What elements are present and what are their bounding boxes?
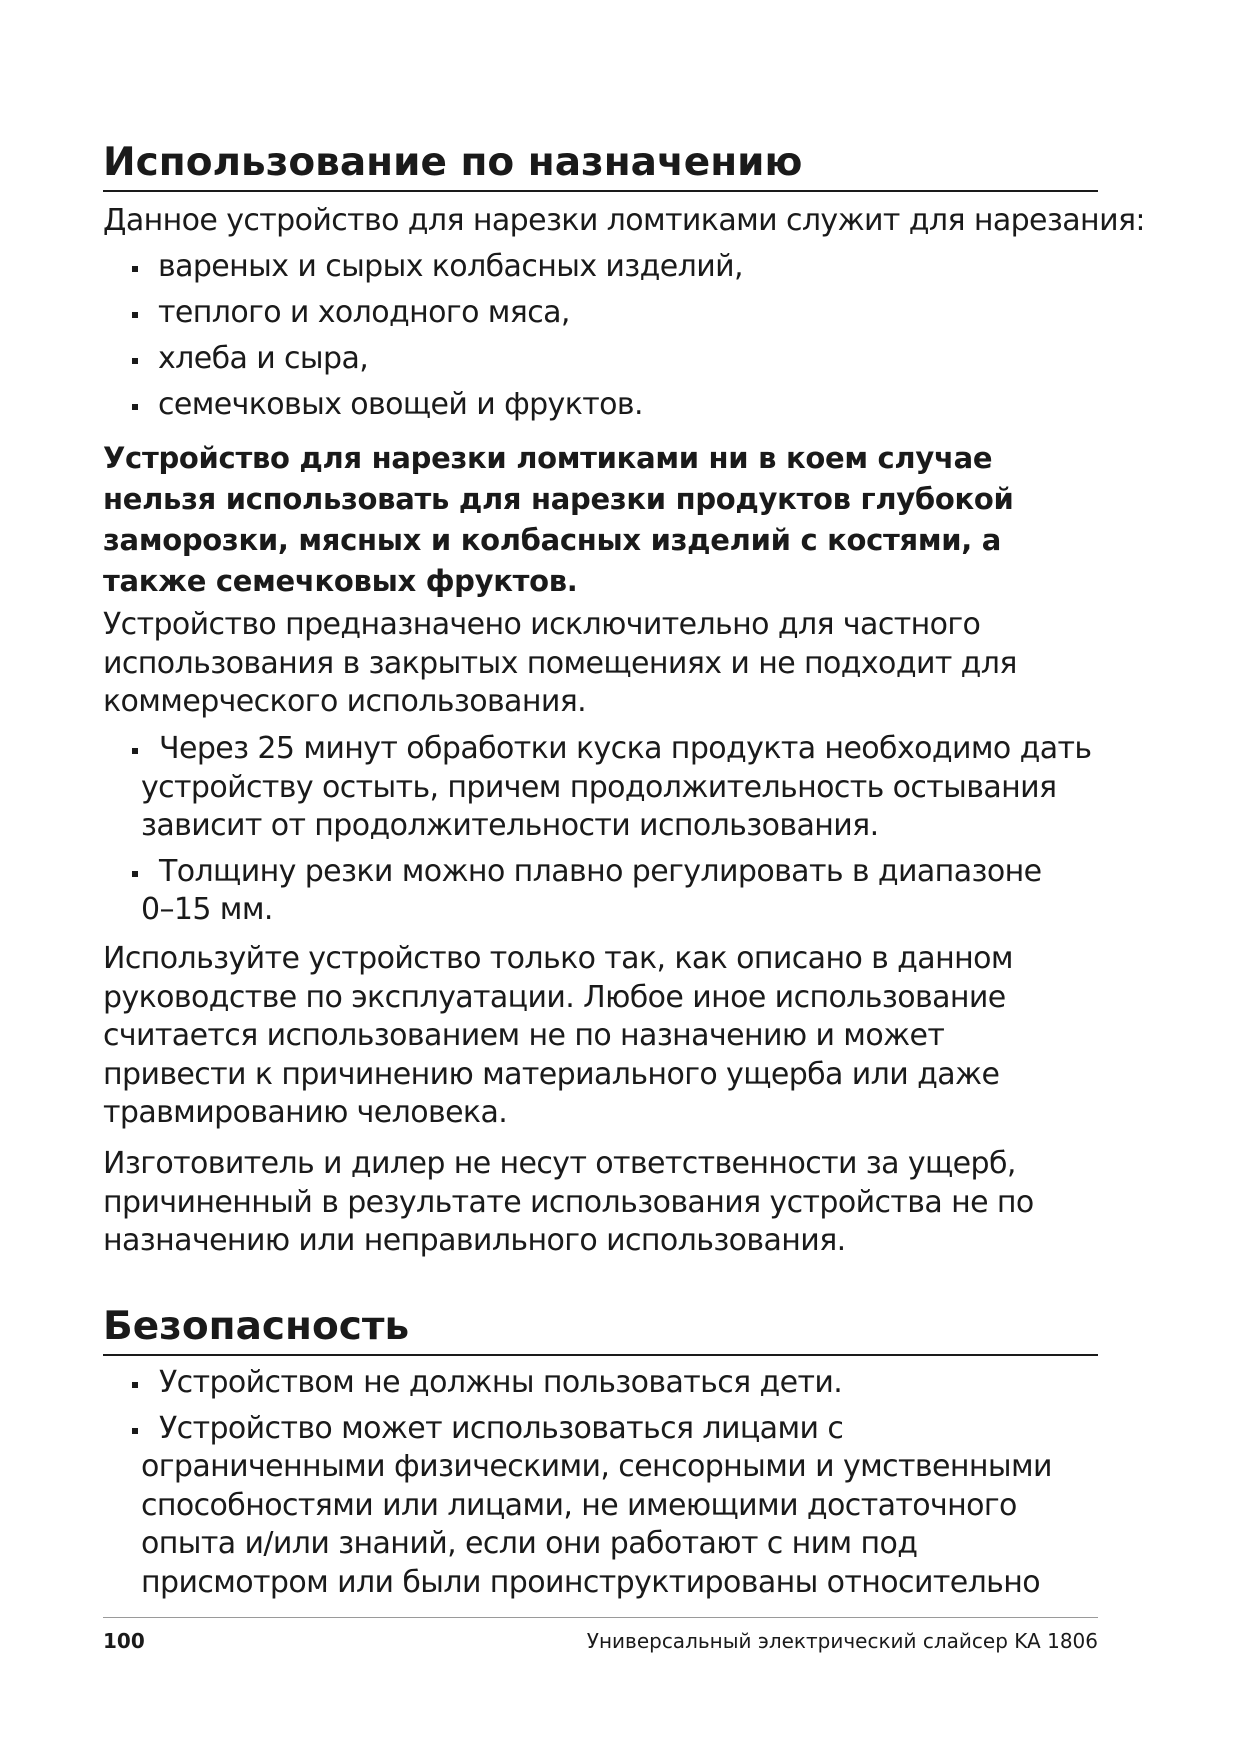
paragraph-line: травмированию человека.: [103, 1095, 508, 1130]
intro-text: Данное устройство для нарезки ломтиками служит для нарезания:: [103, 203, 1145, 238]
warning-line: также семечковых фруктов.: [103, 564, 578, 598]
safety-list: [103, 1364, 1113, 1609]
paragraph-line: Изготовитель и дилер не несут ответственности за ущерб,: [103, 1146, 1016, 1181]
paragraph-line: Используйте устройство только так, как описано в данном: [103, 941, 1013, 976]
list-item: семечковых овощей и фруктов.: [103, 386, 1113, 425]
list-item: теплого и холодного мяса,: [103, 294, 1113, 333]
list-item-first-line: Толщину резки можно плавно регулировать в диапазоне: [159, 853, 1042, 889]
page-number: 100: [103, 1629, 145, 1653]
list-item: [103, 853, 1113, 930]
list-item-first-line: Через 25 минут обработки куска продукта необходимо дать: [159, 731, 1092, 766]
manual-page: [103, 0, 1145, 1754]
list-item: хлеба и сыра,: [103, 340, 1113, 379]
paragraph-line: руководстве по эксплуатации. Любое иное использование: [103, 979, 1006, 1015]
private-use-paragraph: [103, 606, 1113, 722]
list-item-first-line: Устройство может использоваться лицами с: [159, 1410, 844, 1446]
paragraph-line: назначению или неправильного использования.: [103, 1223, 846, 1258]
list-item: вареных и сырых колбасных изделий,: [103, 248, 1113, 287]
list-item: [103, 1364, 1113, 1403]
list-item-continuation: ограниченными физическими, сенсорными и умственными способностями или лицами, не имеющими достаточного опыта и/или знаний, если они работают с ним под присмотром или были проинструктированы относительно: [141, 1449, 1052, 1600]
uses-list: [103, 248, 1113, 432]
paragraph-line: считается использованием не по назначению и может: [103, 1018, 945, 1053]
list-item-continuation: устройству остыть, причем продолжительность остывания зависит от продолжительности использования.: [141, 769, 1057, 843]
warning-line: заморозки, мясных и колбасных изделий с костями, а: [103, 523, 1002, 557]
warning-paragraph: [103, 438, 1113, 602]
operation-notes-list: [103, 730, 1113, 937]
warning-line: Устройство для нарезки ломтиками ни в коем случае: [103, 441, 993, 475]
paragraph-line: коммерческого использования.: [103, 684, 587, 719]
paragraph-line: использования в закрытых помещениях и не подходит для: [103, 645, 1017, 681]
paragraph-line: привести к причинению материального ущерба или даже: [103, 1056, 1000, 1092]
section-title-intended-use: Использование по назначению: [103, 140, 1098, 192]
section-title-safety: Безопасность: [103, 1304, 1098, 1356]
liability-paragraph: [103, 1145, 1113, 1261]
list-item: [103, 1410, 1113, 1603]
list-item-first-line: Устройством не должны пользоваться дети.: [159, 1365, 843, 1400]
intended-use-intro: [103, 202, 1145, 241]
proper-use-paragraph: [103, 940, 1113, 1133]
list-item-continuation: 0–15 мм.: [141, 892, 273, 927]
list-item: [103, 730, 1113, 846]
paragraph-line: Устройство предназначено исключительно для частного: [103, 607, 981, 642]
warning-line: нельзя использовать для нарезки продуктов глубокой: [103, 482, 1014, 516]
footer-divider: [103, 1617, 1098, 1618]
paragraph-line: причиненный в результате использования устройства не по: [103, 1184, 1034, 1220]
footer-document-title: Универсальный электрический слайсер KA 1806: [586, 1629, 1098, 1653]
